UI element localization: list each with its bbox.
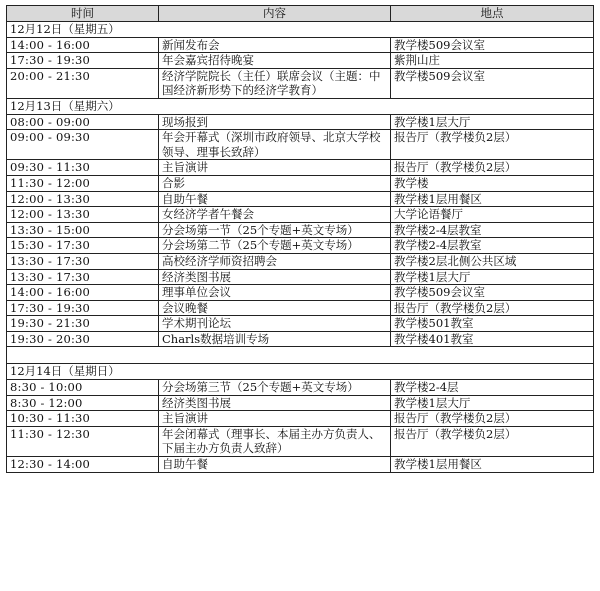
table-row: [7, 395, 594, 411]
content-cell: 分会场第三节（25个专题+英文专场）: [159, 380, 391, 396]
location-cell: 报告厅（教学楼负2层）: [391, 130, 594, 160]
content-cell: 女经济学者午餐会: [159, 207, 391, 223]
time-cell: 12:30 - 14:00: [7, 457, 159, 473]
header-content: 内容: [159, 6, 391, 22]
table-row: [7, 300, 594, 316]
content-cell: 新闻发布会: [159, 37, 391, 53]
spacer-row: [7, 347, 594, 364]
table-row: [7, 130, 594, 160]
location-cell: 教学楼: [391, 175, 594, 191]
content-cell: 会议晚餐: [159, 300, 391, 316]
location-cell: 教学楼2-4层: [391, 380, 594, 396]
content-cell: 年会闭幕式（理事长、本届主办方负责人、下届主办方负责人致辞）: [159, 426, 391, 456]
table-row: [7, 285, 594, 301]
table-row: [7, 37, 594, 53]
time-cell: 19:30 - 20:30: [7, 331, 159, 347]
location-cell: 大学论语餐厅: [391, 207, 594, 223]
content-cell: 合影: [159, 175, 391, 191]
header-time: 时间: [7, 6, 159, 22]
time-cell: 17:30 - 19:30: [7, 53, 159, 69]
content-cell: 分会场第一节（25个专题+英文专场）: [159, 222, 391, 238]
content-cell: 自助午餐: [159, 457, 391, 473]
time-cell: 19:30 - 21:30: [7, 316, 159, 332]
table-row: [7, 380, 594, 396]
day-label: 12月14日（星期日）: [7, 364, 594, 380]
table-row: [7, 253, 594, 269]
content-cell: 年会嘉宾招待晚宴: [159, 53, 391, 69]
table-row: [7, 53, 594, 69]
content-cell: 主旨演讲: [159, 160, 391, 176]
time-cell: 13:30 - 15:00: [7, 222, 159, 238]
table-row: [7, 426, 594, 456]
header-row: [7, 6, 594, 22]
location-cell: 教学楼509会议室: [391, 68, 594, 98]
table-row: [7, 207, 594, 223]
time-cell: 14:00 - 16:00: [7, 37, 159, 53]
content-cell: 高校经济学师资招聘会: [159, 253, 391, 269]
time-cell: 11:30 - 12:00: [7, 175, 159, 191]
table-row: [7, 175, 594, 191]
location-cell: 紫荆山庄: [391, 53, 594, 69]
time-cell: 12:00 - 13:30: [7, 191, 159, 207]
location-cell: 教学楼1层大厅: [391, 269, 594, 285]
time-cell: 08:00 - 09:00: [7, 114, 159, 130]
content-cell: 经济学院院长（主任）联席会议（主题：中国经济新形势下的经济学教育）: [159, 68, 391, 98]
content-cell: 现场报到: [159, 114, 391, 130]
schedule-body: [7, 22, 594, 473]
day-header-row: [7, 364, 594, 380]
time-cell: 09:30 - 11:30: [7, 160, 159, 176]
table-row: [7, 457, 594, 473]
content-cell: 经济类图书展: [159, 395, 391, 411]
day-header-row: [7, 98, 594, 114]
day-label: 12月13日（星期六）: [7, 98, 594, 114]
location-cell: 报告厅（教学楼负2层）: [391, 426, 594, 456]
location-cell: 教学楼2层北侧公共区域: [391, 253, 594, 269]
location-cell: 教学楼509会议室: [391, 37, 594, 53]
location-cell: 教学楼2-4层教室: [391, 222, 594, 238]
schedule-table: [6, 5, 594, 473]
location-cell: 教学楼501教室: [391, 316, 594, 332]
location-cell: 报告厅（教学楼负2层）: [391, 300, 594, 316]
time-cell: 10:30 - 11:30: [7, 411, 159, 427]
location-cell: 教学楼2-4层教室: [391, 238, 594, 254]
content-cell: Charls数据培训专场: [159, 331, 391, 347]
table-row: [7, 160, 594, 176]
time-cell: 14:00 - 16:00: [7, 285, 159, 301]
day-header-row: [7, 22, 594, 38]
location-cell: 教学楼1层用餐区: [391, 191, 594, 207]
table-row: [7, 331, 594, 347]
content-cell: 经济类图书展: [159, 269, 391, 285]
content-cell: 自助午餐: [159, 191, 391, 207]
location-cell: 教学楼1层大厅: [391, 395, 594, 411]
content-cell: 理事单位会议: [159, 285, 391, 301]
table-row: [7, 411, 594, 427]
content-cell: 主旨演讲: [159, 411, 391, 427]
location-cell: 教学楼1层大厅: [391, 114, 594, 130]
header-location: 地点: [391, 6, 594, 22]
time-cell: 13:30 - 17:30: [7, 269, 159, 285]
time-cell: 15:30 - 17:30: [7, 238, 159, 254]
time-cell: 13:30 - 17:30: [7, 253, 159, 269]
table-row: [7, 68, 594, 98]
table-row: [7, 222, 594, 238]
location-cell: 教学楼509会议室: [391, 285, 594, 301]
table-row: [7, 238, 594, 254]
spacer-cell: [7, 347, 594, 364]
content-cell: 年会开幕式（深圳市政府领导、北京大学校领导、理事长致辞）: [159, 130, 391, 160]
location-cell: 报告厅（教学楼负2层）: [391, 411, 594, 427]
time-cell: 09:00 - 09:30: [7, 130, 159, 160]
location-cell: 教学楼1层用餐区: [391, 457, 594, 473]
content-cell: 学术期刊论坛: [159, 316, 391, 332]
content-cell: 分会场第二节（25个专题+英文专场）: [159, 238, 391, 254]
location-cell: 报告厅（教学楼负2层）: [391, 160, 594, 176]
time-cell: 17:30 - 19:30: [7, 300, 159, 316]
day-label: 12月12日（星期五）: [7, 22, 594, 38]
time-cell: 8:30 - 12:00: [7, 395, 159, 411]
time-cell: 11:30 - 12:30: [7, 426, 159, 456]
table-row: [7, 191, 594, 207]
time-cell: 20:00 - 21:30: [7, 68, 159, 98]
table-row: [7, 269, 594, 285]
time-cell: 12:00 - 13:30: [7, 207, 159, 223]
table-row: [7, 316, 594, 332]
table-row: [7, 114, 594, 130]
time-cell: 8:30 - 10:00: [7, 380, 159, 396]
location-cell: 教学楼401教室: [391, 331, 594, 347]
